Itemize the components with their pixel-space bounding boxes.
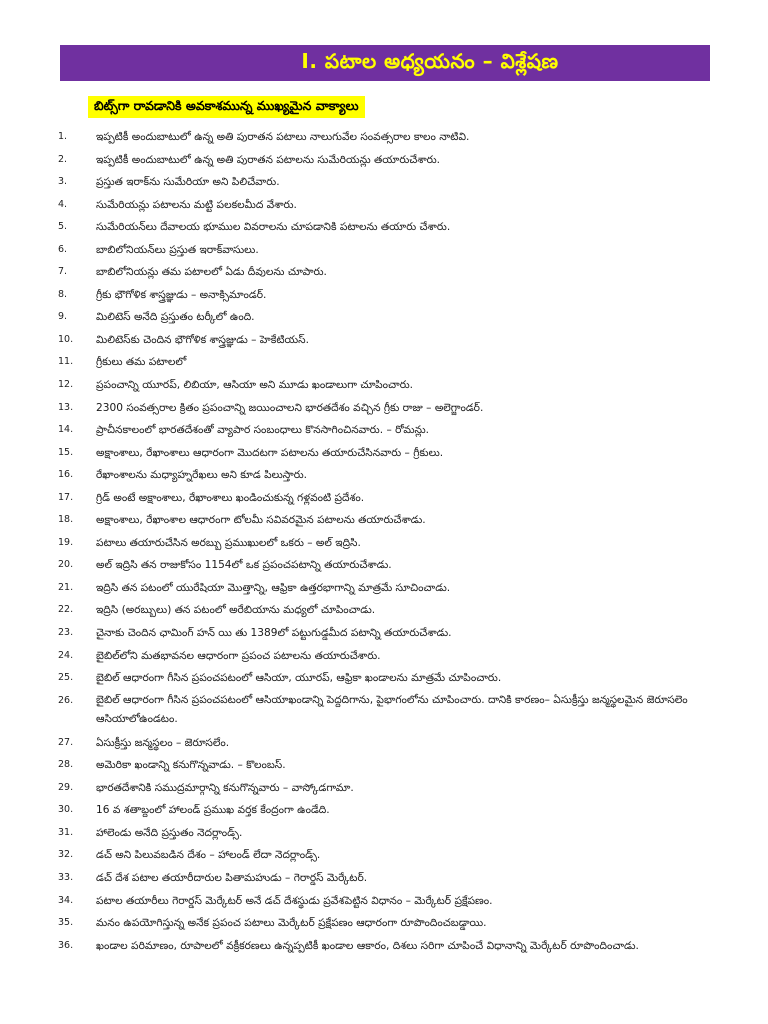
list-item <box>0 464 768 487</box>
item-number: 17. <box>58 491 74 503</box>
item-text: అక్షాంశాలు, రేఖాంశాలు ఆధారంగా మొదటగా పటాలను తయారుచేసినవారు – గ్రీకులు. <box>96 446 444 459</box>
list-item <box>0 690 768 732</box>
item-text: బైబిల్ ఆధారంగా గీసిన ప్రపంచపటంలో ఆసియా, యూరప్, ఆఫ్రికా ఖండాలను మాత్రమే చూపించారు. <box>96 672 502 685</box>
list-item <box>0 397 768 420</box>
item-number: 21. <box>58 581 74 593</box>
item-text: అమెరికా ఖండాన్ని కనుగొన్నవాడు. – కొలంబస్. <box>96 759 286 772</box>
item-text: ప్రాచీనకాలంలో భారతదేశంతో వ్యాపార సంబంధాలు కొనసాగించినవారు. – రోమన్లు. <box>96 424 430 437</box>
list-item <box>0 622 768 645</box>
item-number: 29. <box>58 781 74 793</box>
item-number: 5. <box>58 221 68 233</box>
item-number: 11. <box>58 356 74 368</box>
list-item <box>0 284 768 307</box>
list-item <box>0 194 768 217</box>
item-text: సుమేరియన్లు పటాలను మట్టి పలకలమీద వేశారు. <box>96 198 297 211</box>
item-number: 22. <box>58 604 74 616</box>
list-item <box>0 487 768 510</box>
item-text: గ్రిడ్ అంటే అక్షాంశాలు, రేఖాంశాలు ఖండించుకున్న గళ్లవంటి ప్రదేశం. <box>96 491 365 504</box>
item-number: 13. <box>58 401 74 413</box>
item-number: 1. <box>58 131 68 142</box>
item-text: చైనాకు చెందిన ఛామింగ్ హన్ యి తు 1389లో పట్టుగుడ్డమీద పటాన్ని తయారుచేశాడు. <box>96 627 452 640</box>
item-number: 23. <box>58 627 74 639</box>
item-number: 27. <box>58 736 74 748</box>
item-number: 34. <box>58 894 74 906</box>
list-item <box>0 329 768 352</box>
item-number: 35. <box>58 917 74 929</box>
item-number: 30. <box>58 804 74 816</box>
item-text: గ్రీకులు తమ పటాలలో <box>96 356 187 369</box>
item-number: 14. <box>58 424 74 436</box>
list-item <box>0 667 768 690</box>
list-item <box>0 935 768 958</box>
item-text: హాలెండు అనేది ప్రస్తుతం నెదర్లాండ్స్. <box>96 826 243 839</box>
list-item <box>0 599 768 622</box>
section-subtitle: బిట్స్‌గా రావడానికి అవకాశమున్న ముఖ్యమైన వాక్యాలు <box>88 96 365 118</box>
list-item <box>0 645 768 668</box>
list-item <box>0 419 768 442</box>
list-item <box>0 351 768 374</box>
item-number: 12. <box>58 379 74 391</box>
item-text: బాబిలోనియన్‌లు ప్రస్తుత ఇరాక్‌వాసులు. <box>96 243 259 256</box>
list-item <box>0 732 768 755</box>
list-item <box>0 374 768 397</box>
item-text: 16 వ శతాబ్దంలో హాలండ్ ప్రముఖ వర్తక కేంద్రంగా ఉండేది. <box>96 804 330 817</box>
list-item <box>0 912 768 935</box>
item-text: ఇప్పటికీ అందుబాటులో ఉన్న అతి పురాతన పటాలను సుమేరియన్లు తయారుచేశారు. <box>96 153 440 166</box>
item-number: 3. <box>58 176 68 188</box>
item-number: 32. <box>58 849 74 861</box>
list-item <box>0 306 768 329</box>
item-number: 2. <box>58 153 68 165</box>
item-text: పటాల తయారీలు గెరార్డస్ మెర్కేటర్ అనే డచ్ దేశస్థుడు ప్రవేశపెట్టిన విధానం – మెర్కేటర్ ప్రక్షేపణం. <box>96 894 493 907</box>
item-text: మనం ఉపయోగిస్తున్న అనేక ప్రపంచ పటాలు మెర్కేటర్ ప్రక్షేపణం ఆధారంగా రూపొందించబడ్డాయి. <box>96 917 487 930</box>
item-number: 4. <box>58 198 68 210</box>
list-item <box>0 890 768 913</box>
list-item <box>0 216 768 239</box>
list-item <box>0 532 768 555</box>
item-number: 18. <box>58 514 74 526</box>
list-item <box>0 867 768 890</box>
item-number: 36. <box>58 939 74 951</box>
item-text: ఖండాల పరిమాణం, రూపాలలో వక్రీకరణలు ఉన్నప్పటికీ ఖండాల ఆకారం, దిశలు సరిగా చూపించే విధానాన్ని మెర్కేటర్ రూపొందించాడు. <box>96 939 639 952</box>
list-item <box>0 126 768 149</box>
item-text: రేఖాంశాలను మధ్యాహ్నరేఖలు అని కూడ పిలుస్తారు. <box>96 469 308 482</box>
item-text: ప్రస్తుత ఇరాక్‌ను సుమేరియా అని పిలిచేవారు. <box>96 176 280 189</box>
item-text: డచ్ దేశ పటాల తయారీదారుల పితామహుడు – గెరార్డస్ మెర్కేటర్. <box>96 871 368 884</box>
item-number: 25. <box>58 672 74 684</box>
statement-list <box>0 126 768 957</box>
list-item <box>0 844 768 867</box>
item-text: 2300 సంవత్సరాల క్రితం ప్రపంచాన్ని జయించాలని భారతదేశం వచ్చిన గ్రీకు రాజు – అలెగ్జాండర్. <box>96 401 484 414</box>
list-item <box>0 822 768 845</box>
page-title: I. పటాల అధ్యయనం – విశ్లేషణ <box>301 48 559 73</box>
item-text: బైబిల్ ఆధారంగా గీసిన ప్రపంచపటంలో ఆసియాఖండాన్ని పెద్దదిగాను, పైభాగంలోను చూపించారు. దానికి కారణం– ఏసుక్రీస్తు జన్మస్థలమైన జెరూసలెం ఆసియాలోఉండటం. <box>96 693 688 725</box>
item-number: 9. <box>58 311 68 323</box>
item-text: ఇద్రిసి (అరబ్బులు) తన పటంలో అరేబియాను మధ్యలో చూపించాడు. <box>96 604 376 617</box>
item-number: 19. <box>58 536 74 548</box>
list-item <box>0 799 768 822</box>
item-text: డచ్ అని పిలువబడిన దేశం – హాలండ్ లేదా నెదర్లాండ్స్. <box>96 849 321 862</box>
list-item <box>0 554 768 577</box>
item-text: బైబిల్‌లోని మతభావనల ఆధారంగా ప్రపంచ పటాలను తయారుచేశారు. <box>96 649 381 662</box>
item-number: 6. <box>58 243 68 255</box>
list-item <box>0 777 768 800</box>
item-text: గ్రీకు భౌగోళిక శాస్త్రజ్ఞుడు – అనాక్సిమాండర్. <box>96 288 267 301</box>
item-number: 28. <box>58 759 74 771</box>
list-item <box>0 239 768 262</box>
item-text: ఇప్పటికీ అందుబాటులో ఉన్న అతి పురాతన పటాలు నాలుగువేల సంవత్సరాల కాలం నాటివి. <box>96 131 470 143</box>
item-number: 26. <box>58 694 74 706</box>
item-text: బాబిలోనియన్లు తమ పటాలలో ఏడు దీవులను చూపారు. <box>96 266 327 279</box>
list-item <box>0 261 768 284</box>
item-text: పటాలు తయారుచేసిన అరబ్బు ప్రముఖులలో ఒకరు – అల్ ఇద్రిసి. <box>96 536 361 549</box>
item-number: 16. <box>58 469 74 481</box>
list-item <box>0 577 768 600</box>
item-number: 20. <box>58 559 74 571</box>
title-banner <box>60 45 710 81</box>
item-text: భారతదేశానికి సముద్రమార్గాన్ని కనుగొన్నవారు – వాస్కోడగామా. <box>96 781 354 794</box>
item-text: సుమేరియన్‌లు దేవాలయ భూముల వివరాలను చూపడానికి పటాలను తయారు చేశారు. <box>96 221 451 234</box>
list-item <box>0 149 768 172</box>
item-number: 24. <box>58 649 74 661</box>
list-item <box>0 442 768 465</box>
list-item <box>0 754 768 777</box>
item-text: మిలిటెస్ అనేది ప్రస్తుతం టర్కీలో ఉంది. <box>96 311 255 324</box>
item-number: 7. <box>58 266 68 278</box>
item-number: 10. <box>58 333 74 345</box>
item-text: అల్ ఇద్రిసి తన రాజుకోసం 1154లో ఒక ప్రపంచపటాన్ని తయారుచేశాడు. <box>96 559 392 572</box>
list-item <box>0 171 768 194</box>
item-number: 15. <box>58 446 74 458</box>
list-item <box>0 509 768 532</box>
item-number: 31. <box>58 826 74 838</box>
item-text: ఇద్రిసి తన పటంలో యురేషియా మొత్తాన్ని, ఆఫ్రికా ఉత్తరభాగాన్ని మాత్రమే సూచించాడు. <box>96 581 451 594</box>
item-number: 8. <box>58 288 68 300</box>
item-text: మిలిటెస్‌కు చెందిన భౌగోళిక శాస్త్రజ్ఞుడు – హెకేటియస్. <box>96 333 309 346</box>
item-text: ఏసుక్రీస్తు జన్మస్థలం – జెరూసలేం. <box>96 736 230 749</box>
item-number: 33. <box>58 871 74 883</box>
item-text: అక్షాంశాలు, రేఖాంశాల ఆధారంగా టోలమీ సవివరమైన పటాలను తయారుచేశాడు. <box>96 514 426 527</box>
item-text: ప్రపంచాన్ని యూరప్, లిబియా, ఆసియా అని మూడు ఖండాలుగా చూపించారు. <box>96 379 414 392</box>
